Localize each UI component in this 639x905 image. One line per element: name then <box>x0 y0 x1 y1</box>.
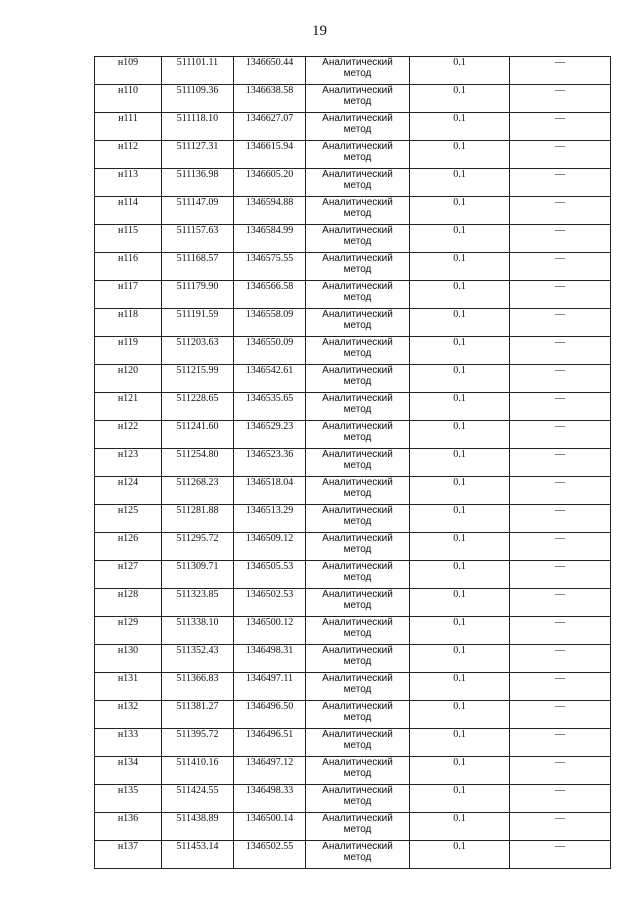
x-coordinate-cell: 511268.23 <box>162 477 234 505</box>
method-line-1: Аналитический <box>322 449 393 460</box>
method-cell <box>306 57 410 85</box>
method-line-2: метод <box>343 180 372 191</box>
method-cell <box>306 225 410 253</box>
y-coordinate-cell: 1346627.07 <box>234 113 306 141</box>
method-line-1: Аналитический <box>322 589 393 600</box>
y-coordinate-cell: 1346502.53 <box>234 589 306 617</box>
y-coordinate-cell: 1346496.51 <box>234 729 306 757</box>
x-coordinate-cell: 511203.63 <box>162 337 234 365</box>
x-coordinate-cell: 511352.43 <box>162 645 234 673</box>
x-coordinate-cell: 511395.72 <box>162 729 234 757</box>
method-line-1: Аналитический <box>322 141 393 152</box>
point-id-cell: н132 <box>95 701 162 729</box>
point-id-cell: н116 <box>95 253 162 281</box>
method-line-1: Аналитический <box>322 673 393 684</box>
accuracy-cell: 0.1 <box>410 197 510 225</box>
table-row <box>95 85 611 113</box>
y-coordinate-cell: 1346566.58 <box>234 281 306 309</box>
x-coordinate-cell: 511157.63 <box>162 225 234 253</box>
table-row <box>95 673 611 701</box>
method-line-2: метод <box>343 348 372 359</box>
method-line-2: метод <box>343 264 372 275</box>
accuracy-cell: 0.1 <box>410 169 510 197</box>
description-cell: — <box>510 477 611 505</box>
table-row <box>95 393 611 421</box>
table-row <box>95 645 611 673</box>
table-row <box>95 421 611 449</box>
description-cell: — <box>510 365 611 393</box>
accuracy-cell: 0.1 <box>410 337 510 365</box>
method-line-2: метод <box>343 796 372 807</box>
point-id-cell: н134 <box>95 757 162 785</box>
description-cell: — <box>510 813 611 841</box>
method-line-1: Аналитический <box>322 561 393 572</box>
y-coordinate-cell: 1346500.14 <box>234 813 306 841</box>
method-line-1: Аналитический <box>322 85 393 96</box>
table-row <box>95 841 611 869</box>
description-cell: — <box>510 561 611 589</box>
y-coordinate-cell: 1346650.44 <box>234 57 306 85</box>
y-coordinate-cell: 1346615.94 <box>234 141 306 169</box>
accuracy-cell: 0.1 <box>410 729 510 757</box>
table-row <box>95 337 611 365</box>
description-cell: — <box>510 421 611 449</box>
x-coordinate-cell: 511295.72 <box>162 533 234 561</box>
description-cell: — <box>510 309 611 337</box>
method-line-1: Аналитический <box>322 57 393 68</box>
table-row <box>95 253 611 281</box>
point-id-cell: н123 <box>95 449 162 477</box>
method-line-2: метод <box>343 852 372 863</box>
description-cell: — <box>510 449 611 477</box>
method-cell <box>306 617 410 645</box>
y-coordinate-cell: 1346558.09 <box>234 309 306 337</box>
coordinates-table-body <box>95 57 611 869</box>
point-id-cell: н131 <box>95 673 162 701</box>
method-line-2: метод <box>343 768 372 779</box>
table-row <box>95 757 611 785</box>
x-coordinate-cell: 511438.89 <box>162 813 234 841</box>
method-line-2: метод <box>343 460 372 471</box>
accuracy-cell: 0.1 <box>410 701 510 729</box>
table-row <box>95 533 611 561</box>
x-coordinate-cell: 511179.90 <box>162 281 234 309</box>
method-line-1: Аналитический <box>322 645 393 656</box>
point-id-cell: н112 <box>95 141 162 169</box>
description-cell: — <box>510 729 611 757</box>
method-cell <box>306 393 410 421</box>
method-line-1: Аналитический <box>322 309 393 320</box>
method-cell <box>306 337 410 365</box>
table-row <box>95 57 611 85</box>
method-line-2: метод <box>343 712 372 723</box>
point-id-cell: н126 <box>95 533 162 561</box>
method-line-1: Аналитический <box>322 365 393 376</box>
y-coordinate-cell: 1346513.29 <box>234 505 306 533</box>
method-line-2: метод <box>343 544 372 555</box>
method-line-1: Аналитический <box>322 505 393 516</box>
point-id-cell: н136 <box>95 813 162 841</box>
page-number: 19 <box>312 23 327 39</box>
table-row <box>95 617 611 645</box>
accuracy-cell: 0.1 <box>410 85 510 113</box>
y-coordinate-cell: 1346498.33 <box>234 785 306 813</box>
y-coordinate-cell: 1346584.99 <box>234 225 306 253</box>
y-coordinate-cell: 1346496.50 <box>234 701 306 729</box>
description-cell: — <box>510 645 611 673</box>
x-coordinate-cell: 511136.98 <box>162 169 234 197</box>
description-cell: — <box>510 281 611 309</box>
method-line-2: метод <box>343 320 372 331</box>
table-row <box>95 141 611 169</box>
method-cell <box>306 309 410 337</box>
method-cell <box>306 757 410 785</box>
table-row <box>95 225 611 253</box>
method-line-2: метод <box>343 432 372 443</box>
x-coordinate-cell: 511366.83 <box>162 673 234 701</box>
y-coordinate-cell: 1346575.55 <box>234 253 306 281</box>
method-line-2: метод <box>343 96 372 107</box>
point-id-cell: н127 <box>95 561 162 589</box>
point-id-cell: н125 <box>95 505 162 533</box>
method-cell <box>306 729 410 757</box>
y-coordinate-cell: 1346535.65 <box>234 393 306 421</box>
x-coordinate-cell: 511241.60 <box>162 421 234 449</box>
table-row <box>95 785 611 813</box>
x-coordinate-cell: 511191.59 <box>162 309 234 337</box>
method-line-2: метод <box>343 628 372 639</box>
y-coordinate-cell: 1346638.58 <box>234 85 306 113</box>
point-id-cell: н110 <box>95 85 162 113</box>
x-coordinate-cell: 511127.31 <box>162 141 234 169</box>
accuracy-cell: 0.1 <box>410 589 510 617</box>
table-row <box>95 701 611 729</box>
method-line-1: Аналитический <box>322 113 393 124</box>
method-cell <box>306 533 410 561</box>
method-line-2: метод <box>343 236 372 247</box>
description-cell: — <box>510 141 611 169</box>
x-coordinate-cell: 511281.88 <box>162 505 234 533</box>
y-coordinate-cell: 1346498.31 <box>234 645 306 673</box>
table-row <box>95 449 611 477</box>
method-line-2: метод <box>343 656 372 667</box>
y-coordinate-cell: 1346550.09 <box>234 337 306 365</box>
accuracy-cell: 0.1 <box>410 477 510 505</box>
description-cell: — <box>510 785 611 813</box>
description-cell: — <box>510 617 611 645</box>
description-cell: — <box>510 533 611 561</box>
table-row <box>95 729 611 757</box>
method-cell <box>306 645 410 673</box>
method-line-2: метод <box>343 124 372 135</box>
description-cell: — <box>510 337 611 365</box>
accuracy-cell: 0.1 <box>410 561 510 589</box>
method-cell <box>306 85 410 113</box>
x-coordinate-cell: 511410.16 <box>162 757 234 785</box>
x-coordinate-cell: 511424.55 <box>162 785 234 813</box>
point-id-cell: н115 <box>95 225 162 253</box>
point-id-cell: н121 <box>95 393 162 421</box>
x-coordinate-cell: 511215.99 <box>162 365 234 393</box>
table-row <box>95 197 611 225</box>
y-coordinate-cell: 1346500.12 <box>234 617 306 645</box>
accuracy-cell: 0.1 <box>410 393 510 421</box>
x-coordinate-cell: 511381.27 <box>162 701 234 729</box>
description-cell: — <box>510 393 611 421</box>
method-line-1: Аналитический <box>322 393 393 404</box>
y-coordinate-cell: 1346594.88 <box>234 197 306 225</box>
method-line-1: Аналитический <box>322 281 393 292</box>
method-line-2: метод <box>343 600 372 611</box>
method-cell <box>306 841 410 869</box>
accuracy-cell: 0.1 <box>410 505 510 533</box>
table-row <box>95 589 611 617</box>
point-id-cell: н128 <box>95 589 162 617</box>
x-coordinate-cell: 511168.57 <box>162 253 234 281</box>
method-line-1: Аналитический <box>322 253 393 264</box>
point-id-cell: н111 <box>95 113 162 141</box>
description-cell: — <box>510 197 611 225</box>
point-id-cell: н118 <box>95 309 162 337</box>
method-cell <box>306 281 410 309</box>
method-line-2: метод <box>343 68 372 79</box>
point-id-cell: н135 <box>95 785 162 813</box>
y-coordinate-cell: 1346523.36 <box>234 449 306 477</box>
accuracy-cell: 0.1 <box>410 141 510 169</box>
y-coordinate-cell: 1346502.55 <box>234 841 306 869</box>
y-coordinate-cell: 1346497.11 <box>234 673 306 701</box>
table-row <box>95 281 611 309</box>
y-coordinate-cell: 1346518.04 <box>234 477 306 505</box>
method-line-2: метод <box>343 572 372 583</box>
point-id-cell: н109 <box>95 57 162 85</box>
accuracy-cell: 0.1 <box>410 841 510 869</box>
method-line-1: Аналитический <box>322 813 393 824</box>
point-id-cell: н124 <box>95 477 162 505</box>
method-cell <box>306 589 410 617</box>
table-row <box>95 477 611 505</box>
description-cell: — <box>510 57 611 85</box>
accuracy-cell: 0.1 <box>410 253 510 281</box>
method-cell <box>306 253 410 281</box>
accuracy-cell: 0.1 <box>410 225 510 253</box>
method-line-1: Аналитический <box>322 757 393 768</box>
point-id-cell: н137 <box>95 841 162 869</box>
x-coordinate-cell: 511323.85 <box>162 589 234 617</box>
accuracy-cell: 0.1 <box>410 281 510 309</box>
description-cell: — <box>510 169 611 197</box>
method-cell <box>306 785 410 813</box>
method-line-1: Аналитический <box>322 841 393 852</box>
method-cell <box>306 365 410 393</box>
accuracy-cell: 0.1 <box>410 57 510 85</box>
y-coordinate-cell: 1346497.12 <box>234 757 306 785</box>
accuracy-cell: 0.1 <box>410 813 510 841</box>
method-line-2: метод <box>343 824 372 835</box>
method-cell <box>306 197 410 225</box>
x-coordinate-cell: 511118.10 <box>162 113 234 141</box>
method-line-2: метод <box>343 208 372 219</box>
method-line-2: метод <box>343 740 372 751</box>
description-cell: — <box>510 253 611 281</box>
method-cell <box>306 421 410 449</box>
accuracy-cell: 0.1 <box>410 785 510 813</box>
x-coordinate-cell: 511338.10 <box>162 617 234 645</box>
accuracy-cell: 0.1 <box>410 365 510 393</box>
description-cell: — <box>510 225 611 253</box>
table-row <box>95 813 611 841</box>
description-cell: — <box>510 841 611 869</box>
x-coordinate-cell: 511254.80 <box>162 449 234 477</box>
description-cell: — <box>510 673 611 701</box>
y-coordinate-cell: 1346505.53 <box>234 561 306 589</box>
method-line-1: Аналитический <box>322 337 393 348</box>
point-id-cell: н130 <box>95 645 162 673</box>
method-line-1: Аналитический <box>322 225 393 236</box>
x-coordinate-cell: 511309.71 <box>162 561 234 589</box>
y-coordinate-cell: 1346509.12 <box>234 533 306 561</box>
method-cell <box>306 477 410 505</box>
method-line-2: метод <box>343 684 372 695</box>
description-cell: — <box>510 113 611 141</box>
method-cell <box>306 505 410 533</box>
y-coordinate-cell: 1346529.23 <box>234 421 306 449</box>
method-line-1: Аналитический <box>322 169 393 180</box>
method-cell <box>306 169 410 197</box>
method-cell <box>306 449 410 477</box>
method-cell <box>306 141 410 169</box>
point-id-cell: н133 <box>95 729 162 757</box>
accuracy-cell: 0.1 <box>410 757 510 785</box>
x-coordinate-cell: 511101.11 <box>162 57 234 85</box>
x-coordinate-cell: 511147.09 <box>162 197 234 225</box>
y-coordinate-cell: 1346542.61 <box>234 365 306 393</box>
method-cell <box>306 561 410 589</box>
method-cell <box>306 113 410 141</box>
accuracy-cell: 0.1 <box>410 309 510 337</box>
table-row <box>95 113 611 141</box>
method-line-2: метод <box>343 292 372 303</box>
method-line-2: метод <box>343 376 372 387</box>
method-line-1: Аналитический <box>322 197 393 208</box>
description-cell: — <box>510 505 611 533</box>
description-cell: — <box>510 757 611 785</box>
accuracy-cell: 0.1 <box>410 113 510 141</box>
table-row <box>95 309 611 337</box>
point-id-cell: н114 <box>95 197 162 225</box>
method-line-2: метод <box>343 488 372 499</box>
point-id-cell: н122 <box>95 421 162 449</box>
accuracy-cell: 0.1 <box>410 449 510 477</box>
table-row <box>95 365 611 393</box>
point-id-cell: н113 <box>95 169 162 197</box>
method-line-2: метод <box>343 516 372 527</box>
y-coordinate-cell: 1346605.20 <box>234 169 306 197</box>
method-line-1: Аналитический <box>322 617 393 628</box>
method-line-1: Аналитический <box>322 477 393 488</box>
x-coordinate-cell: 511109.36 <box>162 85 234 113</box>
method-line-2: метод <box>343 152 372 163</box>
method-line-1: Аналитический <box>322 729 393 740</box>
table-row <box>95 561 611 589</box>
method-cell <box>306 701 410 729</box>
point-id-cell: н119 <box>95 337 162 365</box>
method-cell <box>306 673 410 701</box>
method-line-1: Аналитический <box>322 701 393 712</box>
accuracy-cell: 0.1 <box>410 645 510 673</box>
point-id-cell: н117 <box>95 281 162 309</box>
coordinates-table <box>94 56 611 869</box>
description-cell: — <box>510 589 611 617</box>
accuracy-cell: 0.1 <box>410 617 510 645</box>
method-line-2: метод <box>343 404 372 415</box>
point-id-cell: н129 <box>95 617 162 645</box>
accuracy-cell: 0.1 <box>410 673 510 701</box>
x-coordinate-cell: 511453.14 <box>162 841 234 869</box>
description-cell: — <box>510 701 611 729</box>
method-line-1: Аналитический <box>322 533 393 544</box>
accuracy-cell: 0.1 <box>410 533 510 561</box>
table-row <box>95 505 611 533</box>
x-coordinate-cell: 511228.65 <box>162 393 234 421</box>
accuracy-cell: 0.1 <box>410 421 510 449</box>
table-row <box>95 169 611 197</box>
method-line-1: Аналитический <box>322 785 393 796</box>
method-cell <box>306 813 410 841</box>
description-cell: — <box>510 85 611 113</box>
point-id-cell: н120 <box>95 365 162 393</box>
method-line-1: Аналитический <box>322 421 393 432</box>
